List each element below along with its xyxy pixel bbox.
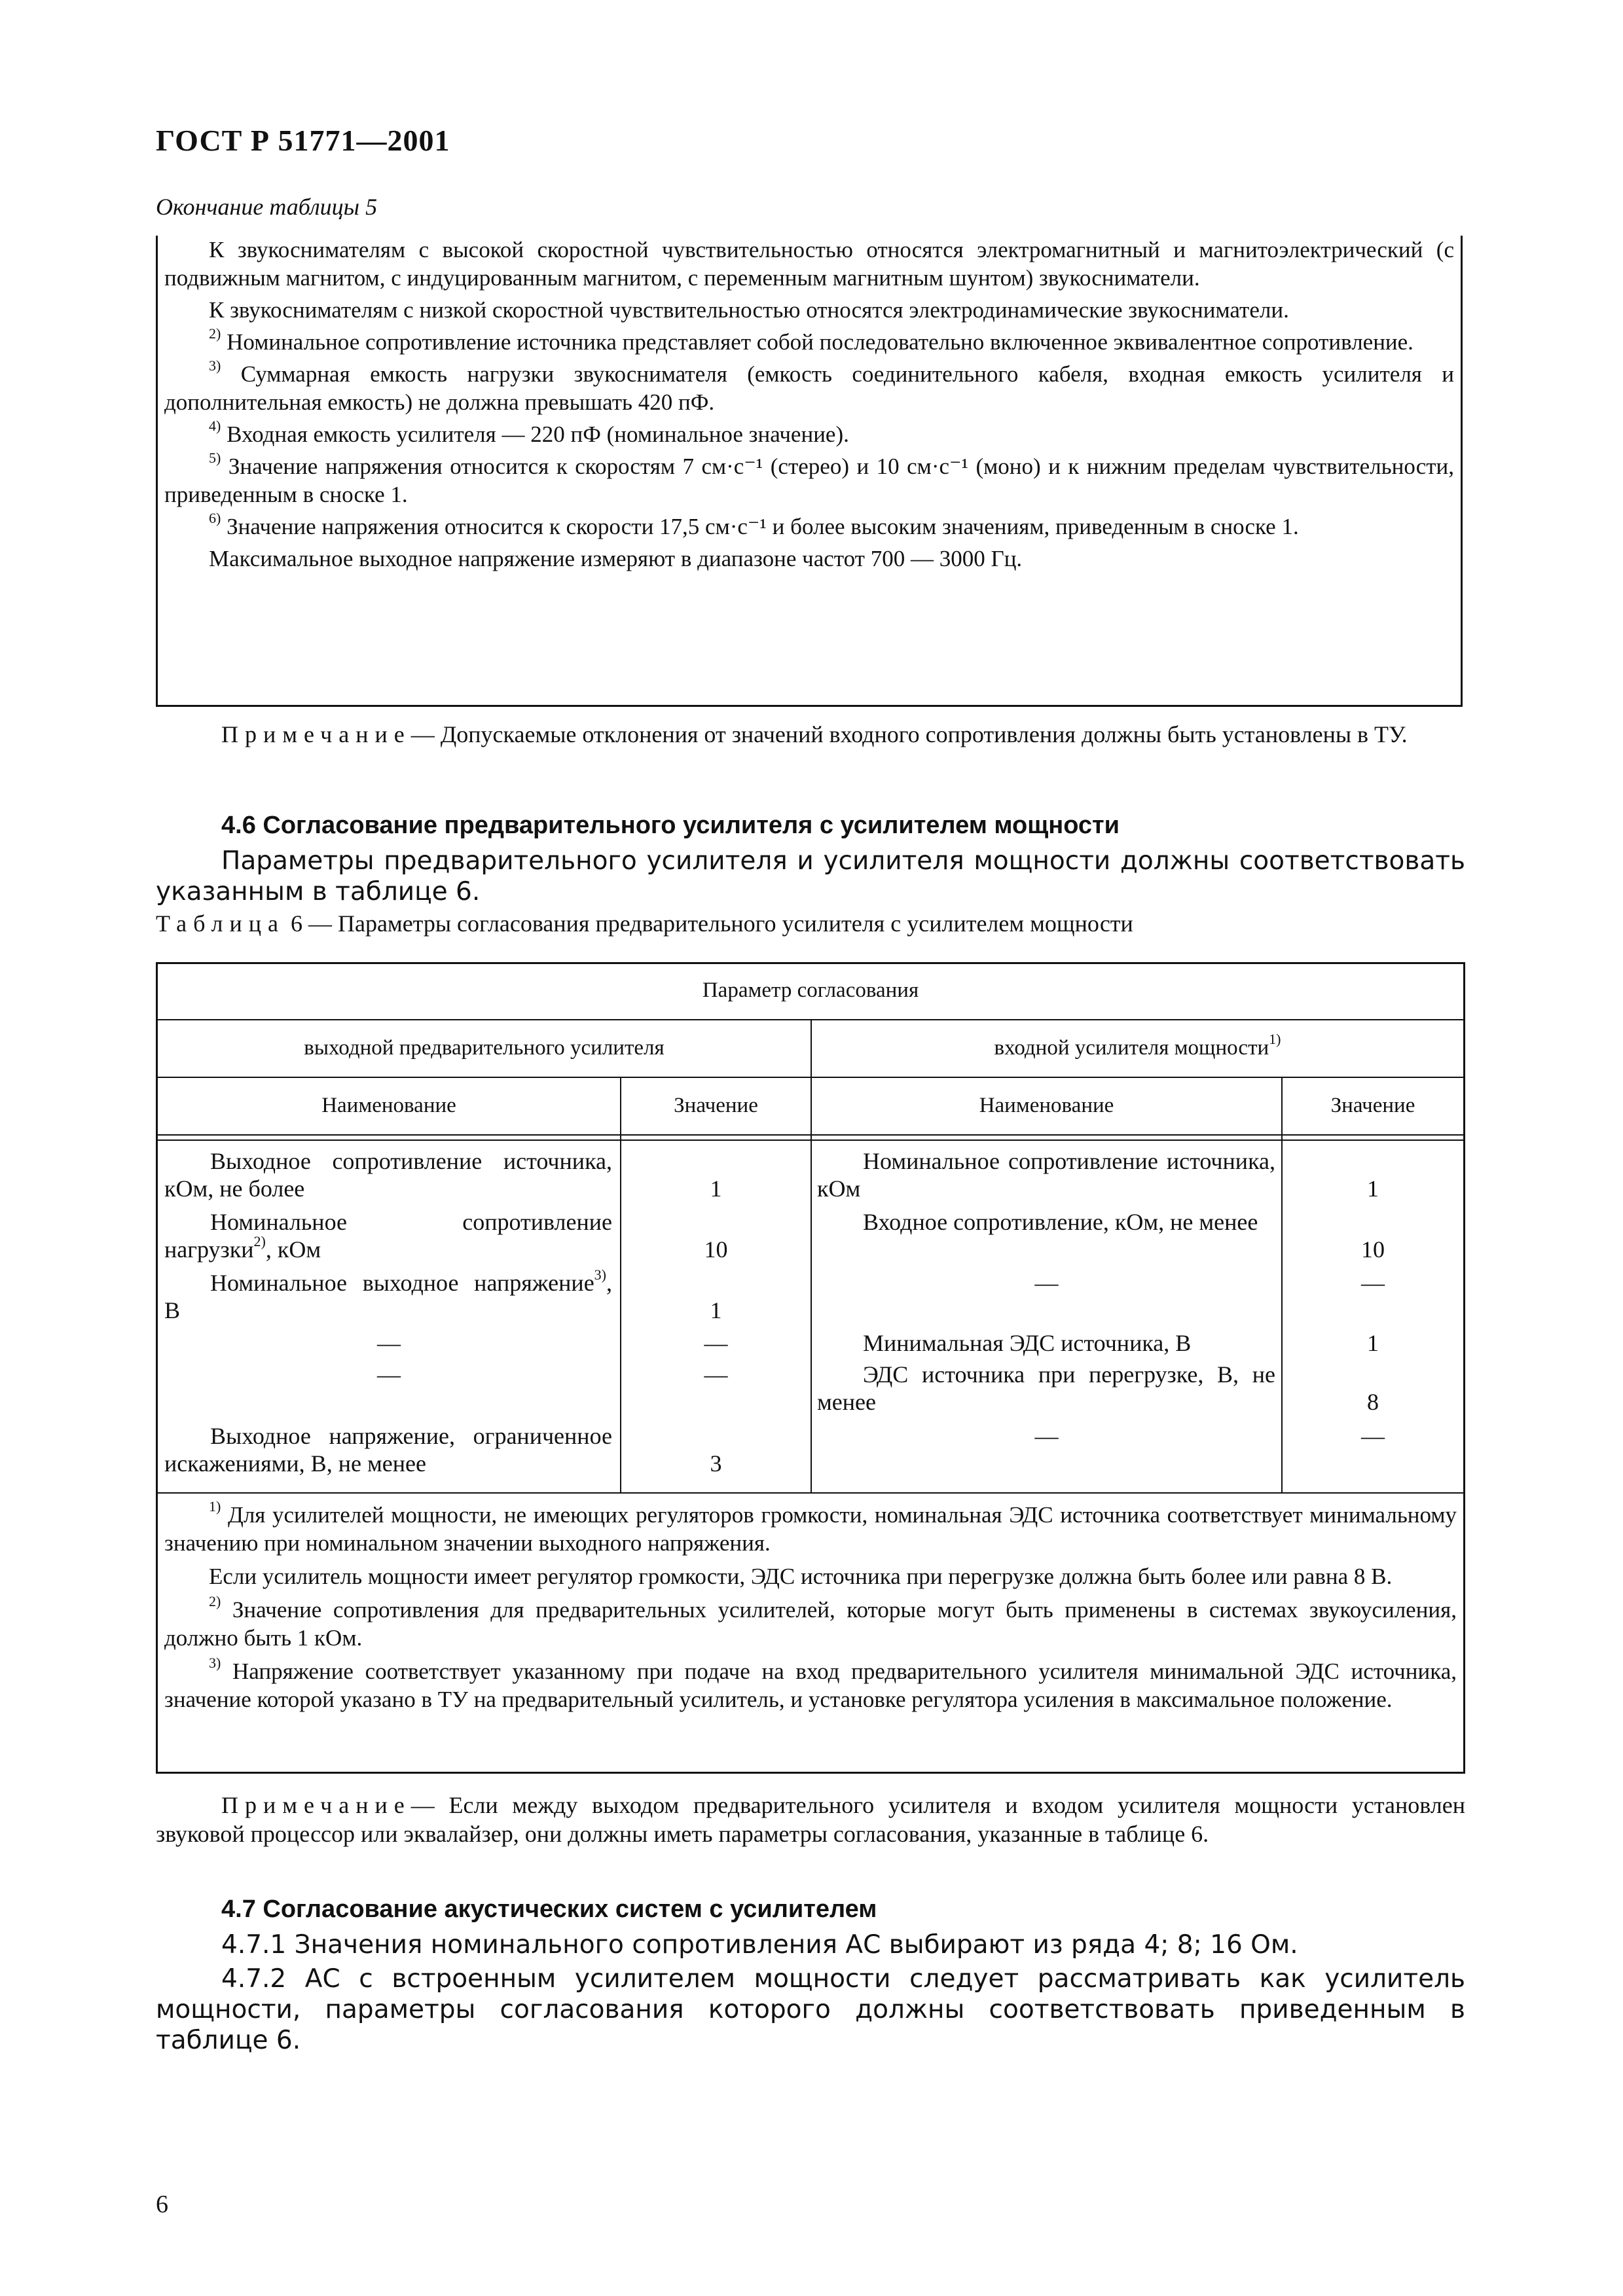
table-cell-name: Выходное сопротивление источника, кОм, не более <box>164 1148 612 1202</box>
standard-number: ГОСТ Р 51771—2001 <box>156 124 450 157</box>
table-cell-name: Номинальное выходное напряжение$^{3)}$, В <box>164 1266 612 1323</box>
footnote-mark: 3) <box>209 357 221 374</box>
table-cell-value: — <box>1361 1423 1385 1449</box>
table-cell-name: — <box>1034 1423 1059 1449</box>
table6-header-output: выходной предварительного усилителя <box>304 1036 665 1060</box>
table5-note: $^{6)}$ Значение напряжения относится к скорости 17,5 см·с⁻¹ и более высоким значениям, приведенным в сноске 1. <box>209 510 1299 539</box>
section-4-6-title: 4.6 Согласование предварительного усилителя с усилителем мощности <box>221 812 1120 839</box>
table6 <box>156 962 1465 1774</box>
note-label: Примечание <box>221 721 411 747</box>
footnote-mark: 4) <box>209 418 221 435</box>
table-cell-name: Номинальное сопротивление нагрузки$^{2)}$, кОм <box>164 1209 612 1263</box>
footnote-mark: 6) <box>209 510 221 527</box>
table-cell-name: Номинальное сопротивление источника, кОм <box>817 1148 1275 1202</box>
table-cell-name: ЭДС источника при перегрузке, В, не менее <box>817 1361 1275 1415</box>
table5-notes-box <box>156 236 1463 707</box>
table-cell-name: Минимальная ЭДС источника, В <box>863 1330 1192 1356</box>
table-cell-name: — <box>1034 1270 1059 1296</box>
section-4-7-title: 4.7 Согласование акустических систем с усилителем <box>221 1895 877 1923</box>
footnote-mark: 5) <box>209 450 221 467</box>
table5-note: К звукоснимателям с низкой скоростной чувствительностью относятся электродинамические звукосниматели. <box>209 297 1289 323</box>
note-2 <box>156 1791 1465 1848</box>
table6-header-parameter: Параметр согласования <box>702 978 919 1002</box>
table6-col-name-left: Наименование <box>321 1094 456 1117</box>
section-4-7-2: 4.7.2 АС с встроенным усилителем мощности следует рассматривать как усилитель мощности, параметры согласования которого должны соответствовать приведенным в таблице 6. <box>156 1964 1465 2055</box>
note-1 <box>156 720 1465 749</box>
table-cell-value: — <box>704 1330 728 1356</box>
table-cell-value: 8 <box>1367 1389 1379 1415</box>
table-cell-value: 3 <box>710 1450 722 1477</box>
table-cell-name: — <box>377 1330 401 1356</box>
table6-col-value-left: Значение <box>674 1094 758 1117</box>
table-continuation-caption: Окончание таблицы 5 <box>156 194 378 220</box>
table5-note: $^{3)}$ Суммарная емкость нагрузки звукоснимателя (емкость соединительного кабеля, входная емкость усилителя и дополнительная емкость) не должна превышать 420 пФ. <box>164 357 1454 415</box>
table-cell-value: — <box>1361 1270 1385 1296</box>
table6-footnote: $^{2)}$ Значение сопротивления для предварительных усилителей, которые могут быть применены в системах звукоусиления, должно быть 1 кОм. <box>164 1593 1457 1651</box>
table-cell-value: 1 <box>710 1297 722 1323</box>
table6-footnote: $^{3)}$ Напряжение соответствует указанному при подаче на вход предварительного усилителя минимальной ЭДС источника, значение которой указано в ТУ на предварительный усилитель, и установке регулятора усиления в максимальное положение. <box>164 1655 1457 1712</box>
table5-note: $^{2)}$ Номинальное сопротивление источника представляет собой последовательно включенное эквивалентное сопротивление. <box>209 325 1413 355</box>
footnote-mark: 2) <box>209 325 221 342</box>
table-cell-value: 10 <box>704 1236 728 1263</box>
page-number: 6 <box>156 2191 168 2218</box>
section-4-6-text: Параметры предварительного усилителя и усилителя мощности должны соответствовать указанным в таблице 6. <box>156 846 1465 906</box>
table-cell-value: 1 <box>1367 1175 1379 1202</box>
table-cell-value: 10 <box>1361 1236 1385 1263</box>
table5-note: $^{4)}$ Входная емкость усилителя — 220 пФ (номинальное значение). <box>209 418 849 447</box>
table6-col-value-right: Значение <box>1330 1094 1415 1117</box>
section-4-7-1: 4.7.1 Значения номинального сопротивления АС выбирают из ряда 4; 8; 16 Ом. <box>221 1930 1298 1960</box>
table-cell-value: 1 <box>710 1175 722 1202</box>
note-text: — Допускаемые отклонения от значений входного сопротивления должны быть установлены в ТУ. <box>410 721 1408 747</box>
table6-col-name-right: Наименование <box>979 1094 1114 1117</box>
note-label: Примечание <box>221 1792 411 1818</box>
table5-note: Максимальное выходное напряжение измеряют в диапазоне частот 700 — 3000 Гц. <box>209 546 1023 571</box>
table-cell-name: — <box>377 1361 401 1388</box>
table6-caption-text: 6 — Параметры согласования предварительного усилителя с усилителем мощности <box>290 910 1133 937</box>
table6-footnotes <box>158 1498 1463 1713</box>
table6-caption-label: Таблица <box>156 910 285 937</box>
table-cell-name: Входное сопротивление, кОм, не менее <box>863 1209 1258 1235</box>
table-cell-name: Выходное напряжение, ограниченное искажениями, В, не менее <box>164 1423 612 1477</box>
table-cell-value: 1 <box>1367 1330 1379 1356</box>
table5-note: $^{5)}$ Значение напряжения относится к скоростям 7 см·с⁻¹ (стерео) и 10 см·с⁻¹ (моно) и к нижним пределам чувствительности, приведенным в сноске 1. <box>164 450 1455 507</box>
table6-footnote: Если усилитель мощности имеет регулятор громкости, ЭДС источника при перегрузке должна быть более или равна 8 В. <box>209 1564 1393 1589</box>
table6-footnote: $^{1)}$ Для усилителей мощности, не имеющих регуляторов громкости, номинальная ЭДС источника соответствует минимальному значению при номинальном значении выходного напряжения. <box>164 1498 1457 1556</box>
note-text: — Если между выходом предварительного усилителя и входом усилителя мощности установлен звуковой процессор или эквалайзер, они должны иметь параметры согласования, указанные в таблице 6. <box>156 1792 1465 1847</box>
table5-note: К звукоснимателям с высокой скоростной чувствительностью относятся электромагнитный и магнитоэлектрический (с подвижным магнитом, с индуцированным магнитом, с переменным магнитным шунтом) звукосниматели. <box>164 237 1454 291</box>
table6-caption <box>156 910 1133 937</box>
table6-header-input: входной усилителя мощности$^{1)}$ <box>994 1031 1281 1060</box>
table-cell-value: — <box>704 1361 728 1388</box>
